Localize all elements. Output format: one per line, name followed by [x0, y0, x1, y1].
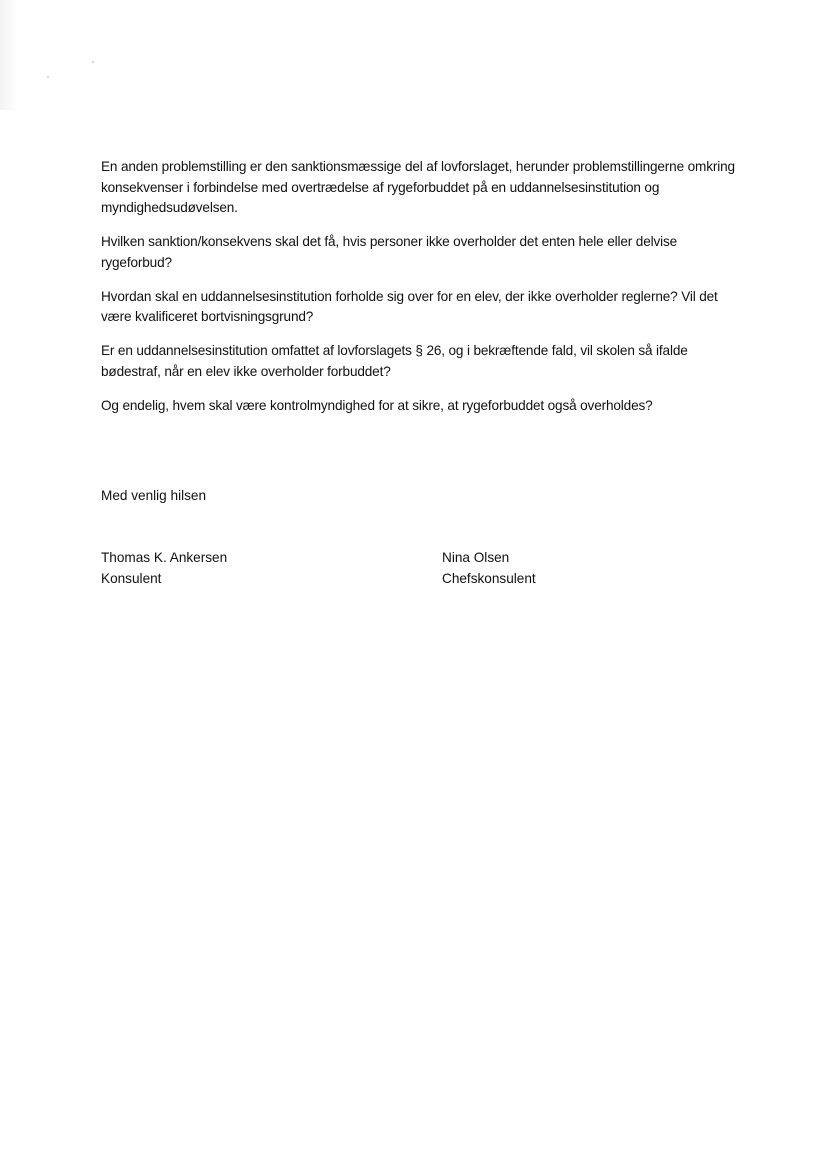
signatory-name: Nina Olsen — [442, 550, 510, 565]
signature-block-left — [101, 547, 227, 589]
scan-speck — [47, 76, 49, 78]
closing-greeting: Med venlig hilsen — [101, 488, 207, 503]
scan-speck — [92, 61, 94, 63]
paragraph: Hvilken sanktion/konsekvens skal det få, hvis personer ikke overholder det enten hele eller delvise rygeforbud? — [101, 234, 678, 270]
paragraph: En anden problemstilling er den sanktionsmæssige del af lovforslaget, herunder problemstillingerne omkring konsekvenser i forbindelse med overtrædelse af rygeforbuddet på en uddannelsesinstitution og myndighedsudøvelsen. — [101, 159, 735, 215]
scan-edge-shadow — [0, 0, 18, 110]
signatory-title: Chefskonsulent — [442, 571, 536, 586]
signatory-name: Thomas K. Ankersen — [101, 550, 228, 565]
paragraph: Er en uddannelsesinstitution omfattet af lovforslagets § 26, og i bekræftende fald, vil skolen så ifalde bødestraf, når en elev ikke overholder forbuddet? — [101, 343, 688, 379]
letter-body — [101, 157, 741, 430]
signature-block-right — [442, 547, 536, 589]
paragraph: Hvordan skal en uddannelsesinstitution forholde sig over for en elev, der ikke overholder reglerne? Vil det være kvalificeret bortvisningsgrund? — [101, 288, 718, 324]
paragraph: Og endelig, hvem skal være kontrolmyndighed for at sikre, at rygeforbuddet også overholdes? — [101, 397, 653, 413]
signatory-title: Konsulent — [101, 571, 162, 586]
